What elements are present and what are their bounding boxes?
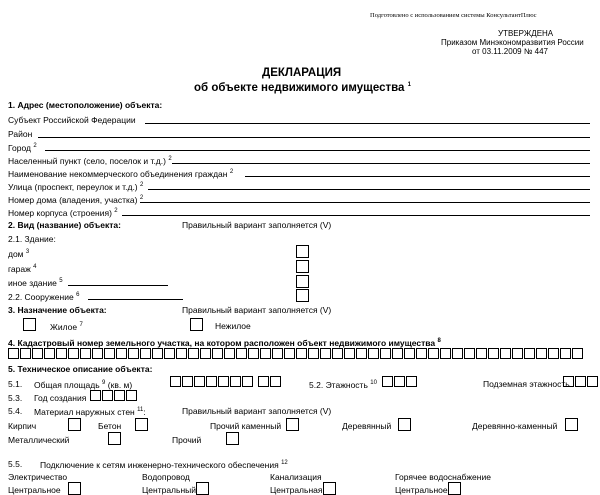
section1-heading: 1. Адрес (местоположение) объекта: — [8, 100, 163, 110]
water-central-checkbox[interactable] — [196, 482, 209, 495]
city-field[interactable] — [45, 150, 590, 151]
hotwater-central-checkbox[interactable] — [448, 482, 461, 495]
section2-hint: Правильный вариант заполняется (V) — [182, 220, 332, 230]
stone-checkbox[interactable] — [286, 418, 299, 431]
year-num: 5.3. — [8, 393, 23, 403]
year-label: Год создания — [34, 393, 87, 403]
section3-hint: Правильный вариант заполняется (V) — [182, 305, 332, 315]
electricity-central-checkbox[interactable] — [68, 482, 81, 495]
page-subtitle: об объекте недвижимого имущества $^1$ — [194, 81, 411, 94]
house-type-label: дом $^3$ — [8, 248, 30, 259]
settlement-label: Населенный пункт (село, поселок и т.д.) $^2$ — [8, 155, 172, 166]
other-material-checkbox[interactable] — [226, 432, 239, 445]
house-field[interactable] — [140, 202, 590, 203]
concrete-label: Бетон — [98, 421, 122, 431]
building-field[interactable] — [122, 215, 590, 216]
material-hint: Правильный вариант заполняется (V) — [182, 406, 332, 416]
underground-label: Подземная этажность — [483, 379, 570, 389]
other-building-field[interactable] — [68, 285, 168, 286]
other-building-label: иное здание $^5$ — [8, 277, 63, 288]
building-type-label: 2.1. Здание: — [8, 234, 56, 244]
area-num: 5.1. — [8, 379, 23, 389]
floors-label: 5.2. Этажность $^{10}$ — [309, 379, 377, 390]
prepared-note: Подготовлено с использованием системы КонсультантПлюс — [370, 12, 537, 19]
area-cells[interactable] — [170, 376, 254, 388]
woodstone-label: Деревянно-каменный — [472, 421, 558, 431]
material-label: Материал наружных стен $^{11}$: — [34, 406, 146, 417]
electricity-central-label: Центральное — [8, 485, 61, 495]
area-label: Общая площадь $^9$ (кв. м) — [34, 379, 133, 390]
approved-order: Приказом Минэкономразвития России — [441, 38, 584, 47]
garage-type-checkbox[interactable] — [296, 260, 309, 273]
association-field[interactable] — [245, 176, 590, 177]
approved-label: УТВЕРЖДЕНА — [498, 29, 554, 38]
cadastral-number-cells[interactable] — [8, 348, 584, 360]
section2-heading: 2. Вид (название) объекта: — [8, 220, 121, 230]
association-label: Наименование некоммерческого объединения граждан $^2$ — [8, 168, 234, 179]
settlement-field[interactable] — [172, 163, 590, 164]
structure-field[interactable] — [88, 299, 183, 300]
street-label: Улица (проспект, переулок и т.д.) $^2$ — [8, 181, 144, 192]
wood-checkbox[interactable] — [398, 418, 411, 431]
floors-cells[interactable] — [382, 376, 418, 388]
woodstone-checkbox[interactable] — [565, 418, 578, 431]
section5-heading: 5. Техническое описание объекта: — [8, 364, 153, 374]
area-decimal-cells[interactable] — [258, 376, 282, 388]
sewer-label: Канализация — [270, 472, 322, 482]
wood-label: Деревянный — [342, 421, 392, 431]
sewer-central-label: Центральная — [270, 485, 323, 495]
garage-type-label: гараж $^4$ — [8, 263, 37, 274]
house-label: Номер дома (владения, участка) $^2$ — [8, 194, 144, 205]
material-num: 5.4. — [8, 406, 23, 416]
utilities-label: Подключение к сетям инженерно-технического обеспечения $^{12}$ — [40, 459, 288, 470]
other-building-checkbox[interactable] — [296, 275, 309, 288]
utilities-num: 5.5. — [8, 459, 23, 469]
brick-checkbox[interactable] — [68, 418, 81, 431]
subject-label: Субъект Российской Федерации — [8, 115, 136, 125]
street-field[interactable] — [148, 189, 590, 190]
concrete-checkbox[interactable] — [135, 418, 148, 431]
residential-label: Жилое $^7$ — [50, 321, 83, 332]
water-central-label: Центральный — [142, 485, 196, 495]
stone-label: Прочий каменный — [210, 421, 282, 431]
city-label: Город $^2$ — [8, 142, 37, 153]
nonresidential-label: Нежилое — [215, 321, 251, 331]
year-cells[interactable] — [90, 390, 138, 402]
metal-checkbox[interactable] — [108, 432, 121, 445]
approved-date: от 03.11.2009 № 447 — [472, 47, 548, 56]
hotwater-label: Горячее водоснабжение — [395, 472, 491, 482]
house-type-checkbox[interactable] — [296, 245, 309, 258]
district-label: Район — [8, 129, 33, 139]
electricity-label: Электричество — [8, 472, 68, 482]
nonresidential-checkbox[interactable] — [190, 318, 203, 331]
metal-label: Металлический — [8, 435, 70, 445]
section3-heading: 3. Назначение объекта: — [8, 305, 107, 315]
structure-checkbox[interactable] — [296, 289, 309, 302]
district-field[interactable] — [38, 137, 590, 138]
other-material-label: Прочий — [172, 435, 202, 445]
building-label: Номер корпуса (строения) $^2$ — [8, 207, 118, 218]
sewer-central-checkbox[interactable] — [323, 482, 336, 495]
brick-label: Кирпич — [8, 421, 37, 431]
residential-checkbox[interactable] — [23, 318, 36, 331]
section4-heading: 4. Кадастровый номер земельного участка, на котором расположен объект недвижимого имущества $^8$ — [8, 337, 441, 348]
water-label: Водопровод — [142, 472, 190, 482]
hotwater-central-label: Центральное — [395, 485, 448, 495]
subject-field[interactable] — [145, 123, 590, 124]
underground-cells[interactable] — [563, 376, 599, 388]
structure-label: 2.2. Сооружение $^6$ — [8, 291, 80, 302]
page-title: ДЕКЛАРАЦИЯ — [262, 67, 342, 79]
